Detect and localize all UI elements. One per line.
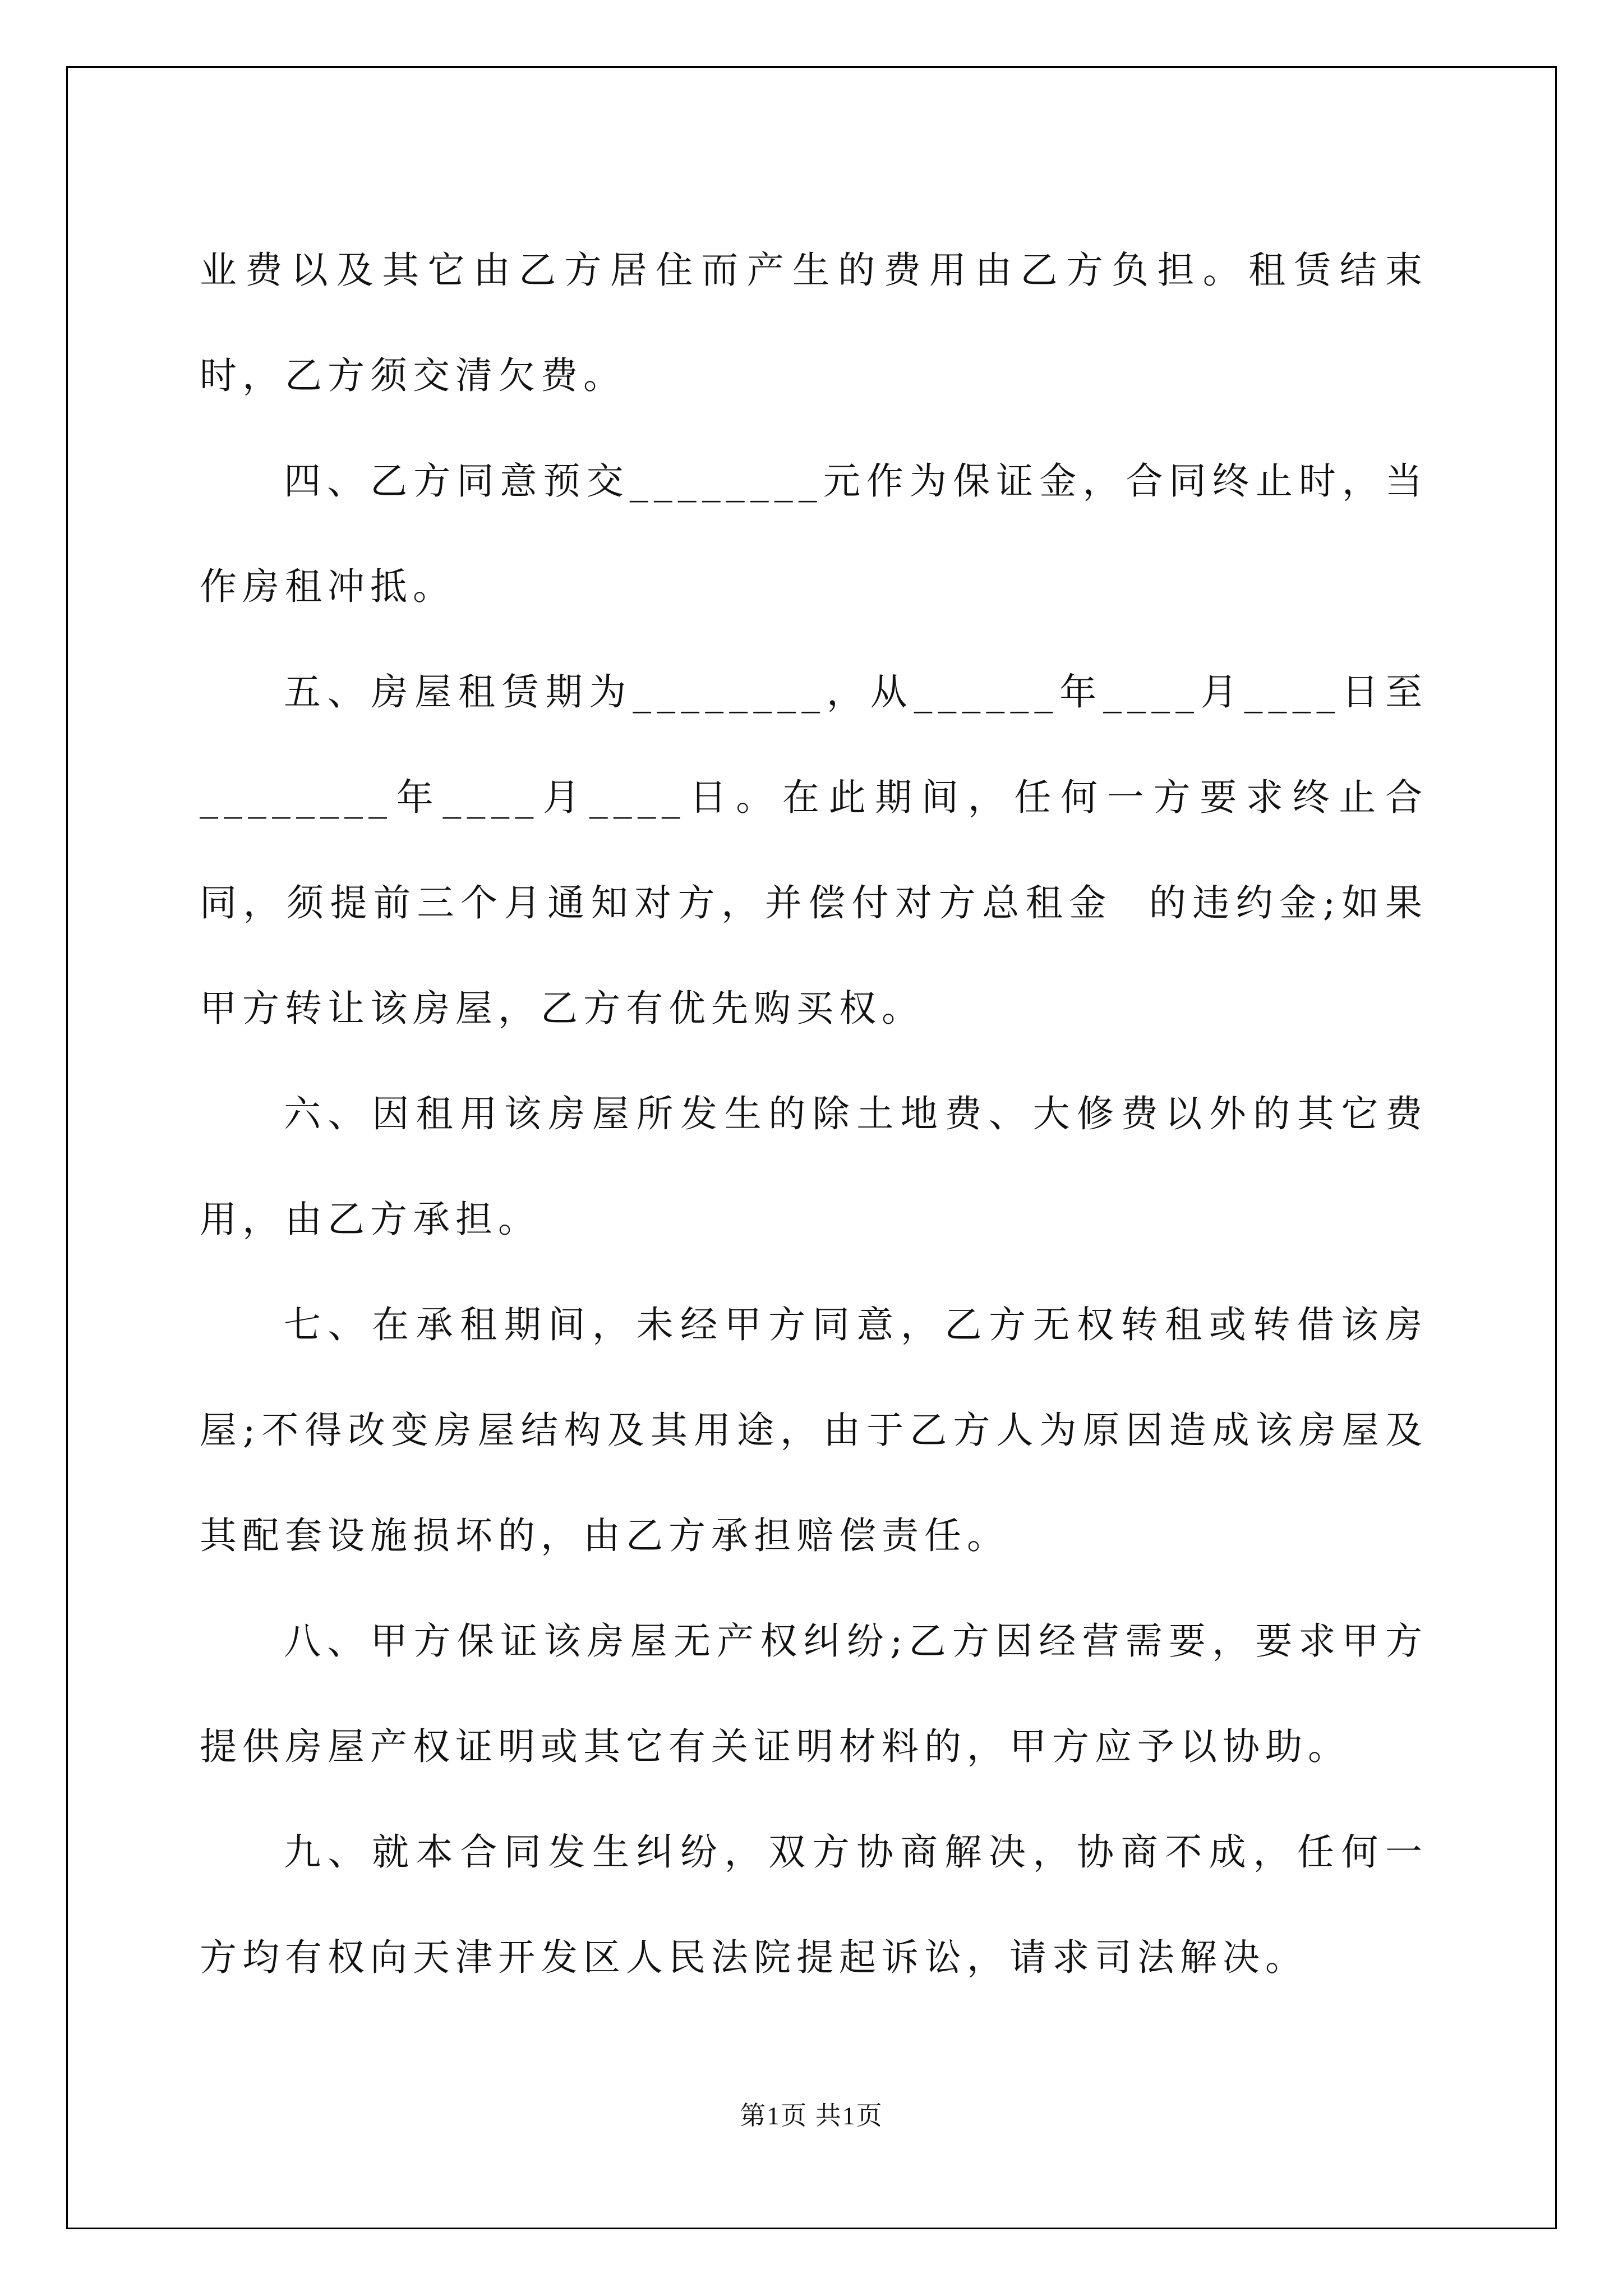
paragraph-fee-responsibility: 业费以及其它由乙方居住而产生的费用由乙方负担。租赁结束时，乙方须交清欠费。 (200, 249, 1428, 397)
paragraph-clause-7-sublease: 七、在承租期间，未经甲方同意，乙方无权转租或转借该房屋;不得改变房屋结构及其用途，由于乙方人为原因造成该房屋及其配套设施损坏的，由乙方承担赔偿责任。 (200, 1303, 1428, 1557)
paragraph-clause-9-disputes: 九、就本合同发生纠纷，双方协商解决，协商不成，任何一方均有权向天津开发区人民法院提起诉讼，请求司法解决。 (200, 1830, 1428, 1979)
paragraph-clause-6-other-fees: 六、因租用该房屋所发生的除土地费、大修费以外的其它费用，由乙方承担。 (200, 1092, 1428, 1241)
paragraph-clause-5-lease-term: 五、房屋租赁期为________，从______年____月____日至________年____月____日。在此期间，任何一方要求终止合同，须提前三个月通知对方，并偿付对方总租金 的违约金;如果甲方转让该房屋，乙方有优先购买权。 (200, 670, 1428, 1030)
document-body (200, 218, 1428, 2010)
paragraph-clause-4-deposit: 四、乙方同意预交________元作为保证金，合同终止时，当作房租冲抵。 (200, 459, 1428, 608)
paragraph-clause-8-property-rights: 八、甲方保证该房屋无产权纠纷;乙方因经营需要，要求甲方提供房屋产权证明或其它有关证明材料的，甲方应予以协助。 (200, 1619, 1428, 1768)
page-number-footer: 第1页 共1页 (740, 2101, 883, 2130)
